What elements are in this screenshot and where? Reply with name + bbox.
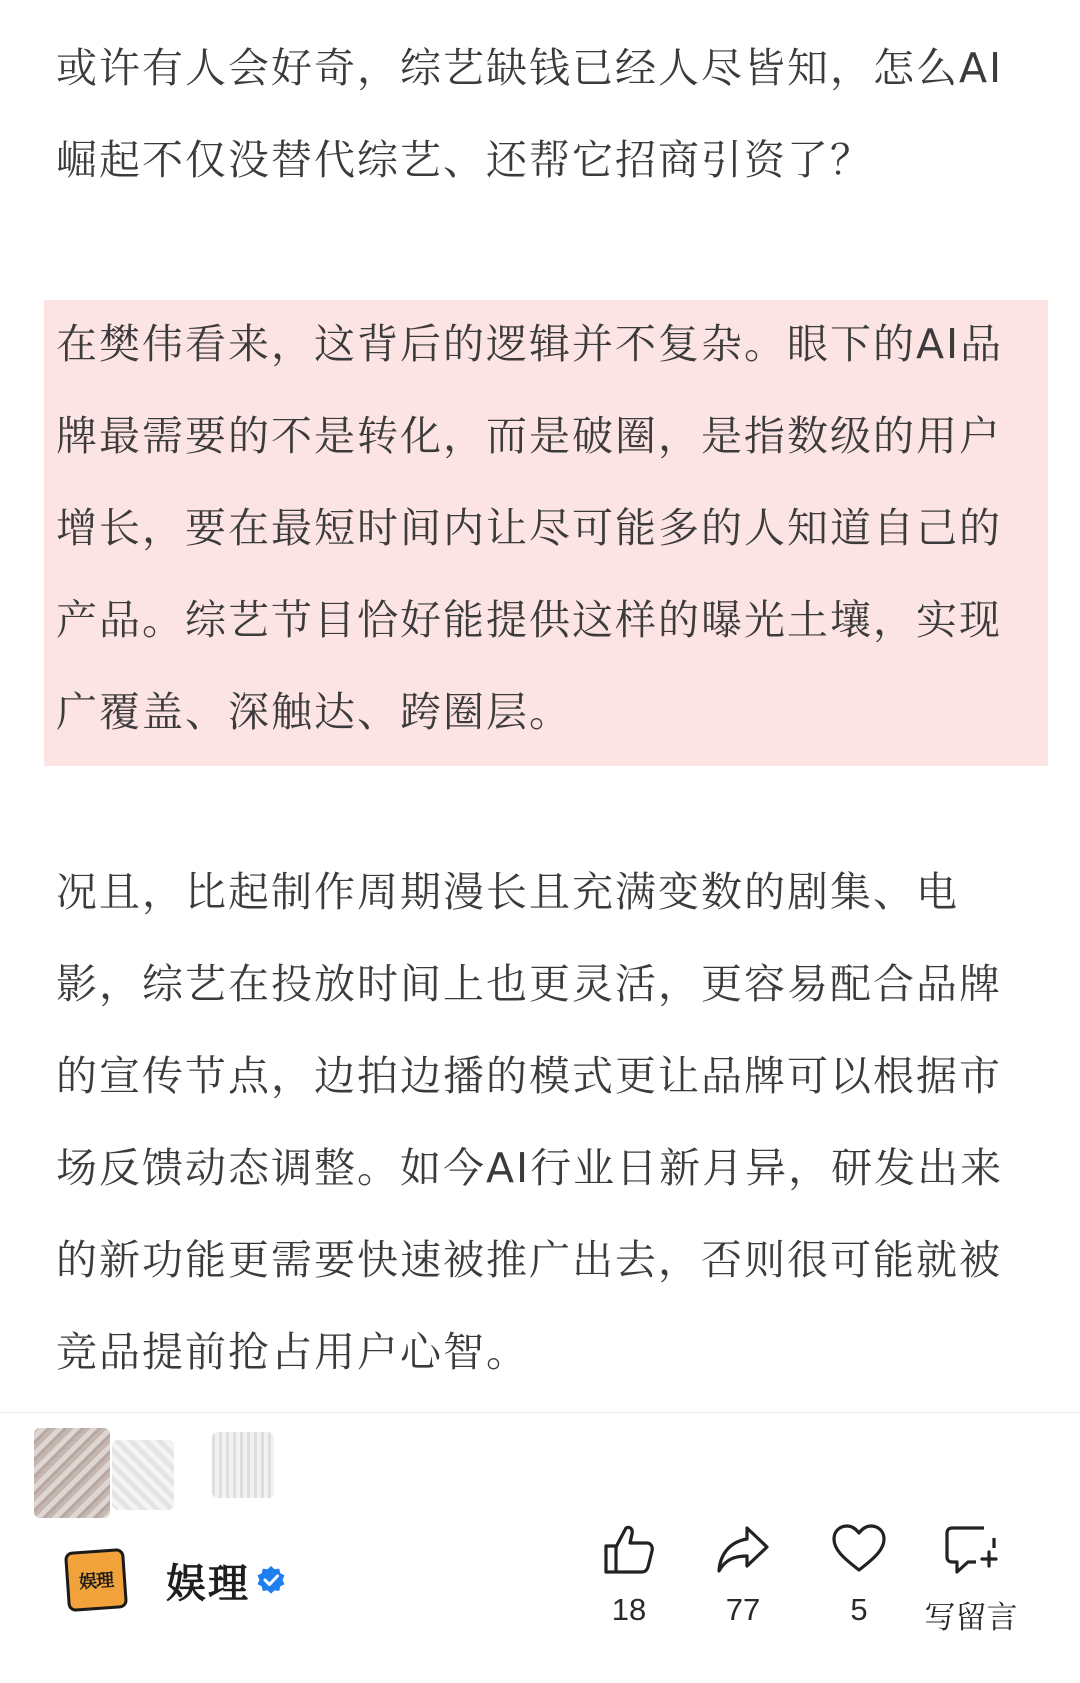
like-count: 18 — [611, 1592, 647, 1627]
account-info[interactable] — [66, 1550, 286, 1610]
thumbs-up-icon — [600, 1520, 658, 1578]
account-name[interactable]: 娱理 — [166, 1560, 250, 1607]
comment-add-icon — [942, 1520, 1000, 1578]
redacted-area — [112, 1440, 174, 1510]
write-comment-label: 写留言 — [924, 1600, 1018, 1635]
favorite-count: 5 — [850, 1592, 868, 1627]
like-button[interactable] — [574, 1520, 684, 1628]
favorite-button[interactable] — [804, 1520, 914, 1628]
post-footer — [0, 1520, 1080, 1670]
write-comment-button[interactable] — [916, 1520, 1026, 1637]
article-paragraph: 或许有人会好奇，综艺缺钱已经人尽皆知，怎么AI崛起不仅没替代综艺、还帮它招商引资了？ — [56, 44, 1004, 184]
share-button[interactable] — [688, 1520, 798, 1628]
redacted-area — [34, 1428, 110, 1518]
heart-icon — [830, 1520, 888, 1578]
divider — [0, 1412, 1080, 1413]
verified-badge-icon — [256, 1565, 286, 1595]
account-logo[interactable]: 娱理 — [64, 1548, 128, 1612]
highlighted-paragraph: 在樊伟看来，这背后的逻辑并不复杂。眼下的AI品牌最需要的不是转化，而是破圈，是指数级的用户增长，要在最短时间内让尽可能多的人知道自己的产品。综艺节目恰好能提供这样的曝光土壤，实现广覆盖、深触达、跨圈层。 — [56, 320, 1004, 736]
redacted-area — [212, 1432, 274, 1498]
article-paragraph: 况且，比起制作周期漫长且充满变数的剧集、电影，综艺在投放时间上也更灵活，更容易配合品牌的宣传节点，边拍边播的模式更让品牌可以根据市场反馈动态调整。如今AI行业日新月异，研发出来的新功能更需要快速被推广出去，否则很可能就被竞品提前抢占用户心智。 — [56, 868, 1004, 1376]
share-arrow-icon — [714, 1520, 772, 1578]
share-count: 77 — [725, 1592, 761, 1627]
